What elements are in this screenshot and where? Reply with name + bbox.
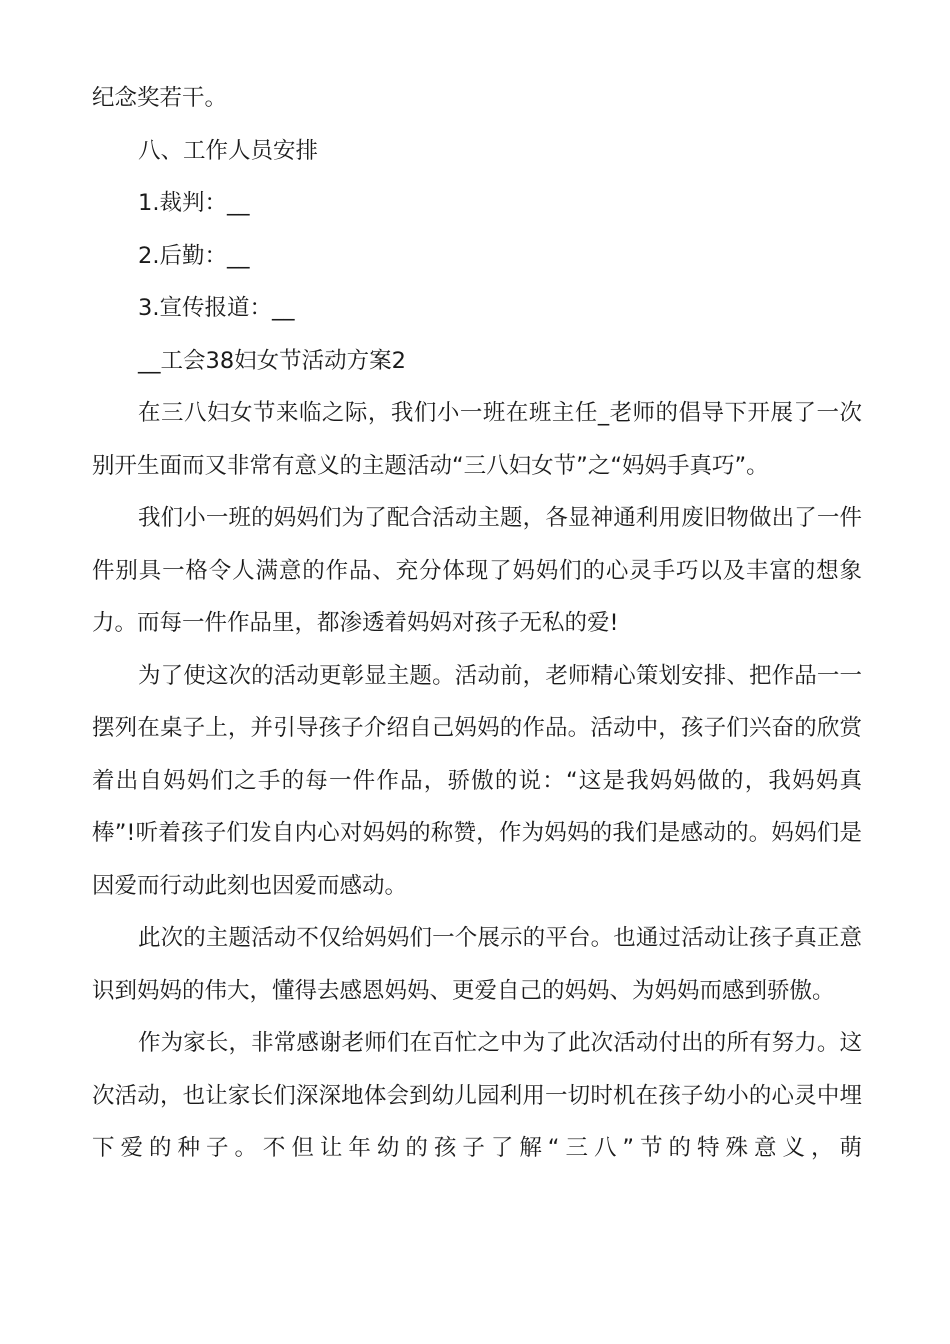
paragraph-meaning: 此次的主题活动不仅给妈妈们一个展示的平台。也通过活动让孩子真正意识到妈妈的伟大，懂得去感恩妈妈、更爱自己的妈妈、为妈妈而感到骄傲。 xyxy=(92,925,862,1004)
document-subtitle: __工会38妇女节活动方案2 xyxy=(138,347,406,374)
paragraph-mothers-works: 我们小一班的妈妈们为了配合活动主题，各显神通利用废旧物做出了一件件别具一格令人满意的作品、充分体现了妈妈们的心灵手巧以及丰富的想象力。而每一件作品里，都渗透着妈妈对孩子无私的爱! xyxy=(92,505,862,636)
paragraph-award-ending: 纪念奖若干。 xyxy=(92,85,228,111)
paragraph-activity: 为了使这次的活动更彰显主题。活动前，老师精心策划安排、把作品一一摆列在桌子上，并引导孩子介绍自己妈妈的作品。活动中，孩子们兴奋的欣赏着出自妈妈们之手的每一件作品，骄傲的说：“这是我妈妈做的，我妈妈真棒”!听着孩子们发自内心对妈妈的称赞，作为妈妈的我们是感动的。妈妈们是因爱而行动此刻也因爱而感动。 xyxy=(92,662,862,899)
section-heading-staff: 八、工作人员安排 xyxy=(138,137,319,164)
staff-item-publicity: 3.宣传报道：__ xyxy=(138,295,295,321)
paragraph-intro: 在三八妇女节来临之际，我们小一班在班主任_老师的倡导下开展了一次别开生面而又非常有意义的主题活动“三八妇女节”之“妈妈手真巧”。 xyxy=(92,400,862,479)
staff-item-referee: 1.裁判：__ xyxy=(138,190,250,216)
staff-item-logistics: 2.后勤：__ xyxy=(138,242,250,269)
document-body xyxy=(92,72,862,1175)
paragraph-thanks: 作为家长，非常感谢老师们在百忙之中为了此次活动付出的所有努力。这次活动，也让家长们深深地体会到幼儿园利用一切时机在孩子幼小的心灵中埋下爱的种子。不但让年幼的孩子了解“三八”节的特殊意义，萌 xyxy=(92,1030,862,1161)
